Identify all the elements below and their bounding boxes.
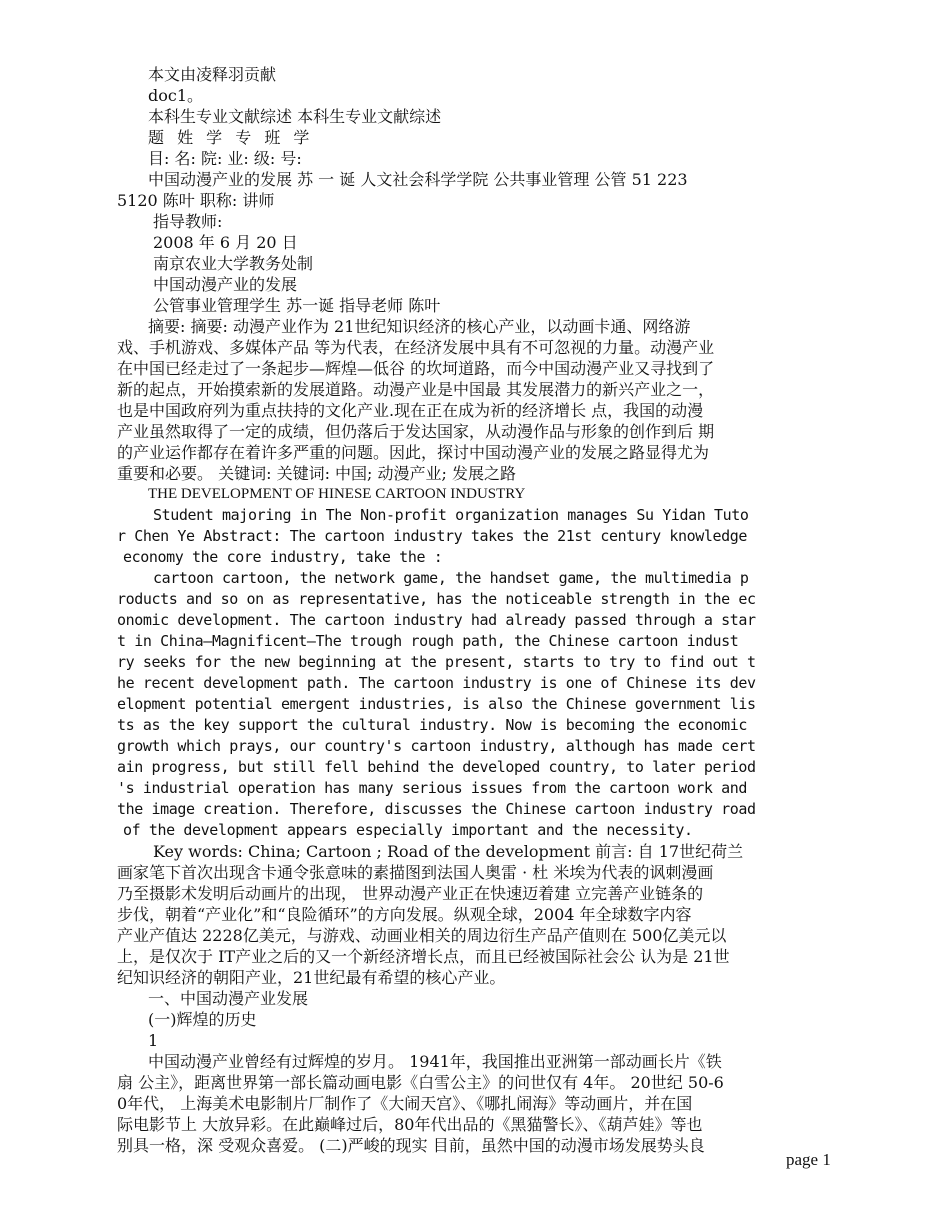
abstract-en-line: economy the core industry, take the :	[123, 548, 443, 566]
abstract-cn-line: 在中国已经走过了一条起步—辉煌—低谷 的坎坷道路，而今中国动漫产业又寻找到了	[117, 359, 715, 378]
preface-line: 上，是仅次于 IT产业之后的又一个新经济增长点，而且已经被国际社会公 认为是 21世	[117, 947, 730, 966]
subsection-heading: (一)辉煌的历史	[148, 1010, 257, 1029]
preface-line: 乃至摄影术发明后动画片的出现， 世界动漫产业正在快速迈着建 立完善产业链条的	[117, 884, 704, 903]
english-body-line: ry seeks for the new beginning at the present, starts to try to find out t	[117, 653, 756, 671]
section-heading: 一、中国动漫产业发展	[148, 989, 309, 1008]
header-line: 目: 名: 院: 业: 级: 号:	[148, 149, 302, 168]
english-body-line: he recent development path. The cartoon industry is one of Chinese its dev	[117, 674, 756, 692]
english-title: THE DEVELOPMENT OF HINESE CARTOON INDUSTRY	[148, 486, 526, 502]
page-number: page 1	[786, 1150, 831, 1169]
english-body-line: the image creation. Therefore, discusses the Chinese cartoon industry road	[117, 800, 756, 818]
header-line: 中国动漫产业的发展 苏 一 诞 人文社会科学学院 公共事业管理 公管 51 223	[148, 170, 688, 189]
english-body-line: ain progress, but still fell behind the developed country, to later period	[117, 758, 756, 776]
english-body-line: growth which prays, our country's cartoon industry, although has made cert	[117, 737, 756, 755]
english-body-line: elopment potential emergent industries, is also the Chinese government lis	[117, 695, 756, 713]
header-line: 本科生专业文献综述 本科生专业文献综述	[148, 107, 442, 126]
abstract-cn-line: 摘要: 摘要: 动漫产业作为 21世纪知识经济的核心产业，以动画卡通、网络游	[148, 317, 691, 336]
english-body-line: ts as the key support the cultural industry. Now is becoming the economic	[117, 716, 748, 734]
header-line: 题 姓 学 专 班 学	[148, 128, 314, 147]
abstract-cn-line: 的产业运作都存在着许多严重的问题。因此，探讨中国动漫产业的发展之路显得尤为	[117, 443, 710, 462]
info-line: 2008 年 6 月 20 日	[153, 233, 298, 252]
preface-line: 步伐，朝着“产业化”和“良险循环”的方向发展。纵观全球，2004 年全球数字内容	[117, 905, 692, 924]
info-line: 指导教师:	[153, 212, 223, 231]
english-intro: Student majoring in The Non-profit organization manages Su Yidan Tuto	[153, 506, 749, 524]
abstract-cn-line: 产业虽然取得了一定的成绩，但仍落后于发达国家，从动漫作品与形象的创作到后 期	[117, 422, 715, 441]
section-number: 1	[148, 1031, 159, 1050]
header-line: doc1。	[148, 86, 204, 105]
english-body-line: onomic development. The cartoon industry had already passed through a star	[117, 611, 756, 629]
history-line: 扇 公主》，距离世界第一部长篇动画电影《白雪公主》的问世仅有 4年。 20世纪 50-6	[117, 1073, 724, 1092]
english-body-line: 's industrial operation has many serious issues from the cartoon work and	[117, 779, 748, 797]
english-body-line: t in China—Magnificent—The trough rough path, the Chinese cartoon indust	[117, 632, 739, 650]
history-line: 际电影节上 大放异彩。在此巅峰过后，80年代出品的《黑猫警长》、《葫芦娃》等也	[117, 1115, 703, 1134]
abstract-cn-line: 戏、手机游戏、多媒体产品 等为代表，在经济发展中具有不可忽视的力量。动漫产业	[117, 338, 715, 357]
english-body-line: roducts and so on as representative, has the noticeable strength in the ec	[117, 590, 756, 608]
history-line: 别具一格，深 受观众喜爱。 (二)严峻的现实 目前，虽然中国的动漫市场发展势头良	[117, 1136, 705, 1155]
info-line: 5120 陈叶 职称: 讲师	[117, 191, 275, 210]
document-body	[117, 64, 813, 1156]
history-line: 0年代， 上海美术电影制片厂制作了《大闹天宫》、《哪扎闹海》等动画片，并在国	[117, 1094, 693, 1113]
info-line: 中国动漫产业的发展	[153, 275, 298, 294]
english-body-line: cartoon cartoon, the network game, the handset game, the multimedia p	[153, 569, 749, 587]
abstract-cn-line: 新的起点，开始摸索新的发展道路。动漫产业是中国最 其发展潜力的新兴产业之一，	[117, 380, 715, 399]
preface-line: 纪知识经济的朝阳产业，21世纪最有希望的核心产业。	[117, 968, 506, 987]
keywords-line: Key words: China; Cartoon ; Road of the development 前言: 自 17世纪荷兰	[153, 842, 744, 861]
info-line: 南京农业大学教务处制	[153, 254, 314, 273]
preface-line: 画家笔下首次出现含卡通令张意味的素描图到法国人奥雷 · 杜 米埃为代表的讽刺漫画	[117, 863, 714, 882]
history-line: 中国动漫产业曾经有过辉煌的岁月。 1941年，我国推出亚洲第一部动画长片《铁	[148, 1052, 722, 1071]
header-line: 本文由凌释羽贡献	[148, 65, 277, 84]
abstract-en-line: r Chen Ye Abstract: The cartoon industry takes the 21st century knowledge	[117, 527, 748, 545]
abstract-cn-line: 重要和必要。 关键词: 关键词: 中国; 动漫产业; 发展之路	[117, 464, 516, 483]
abstract-cn-line: 也是中国政府列为重点扶持的文化产业.现在正在成为祈的经济增长 点，我国的动漫	[117, 401, 704, 420]
info-line: 公管事业管理学生 苏一诞 指导老师 陈叶	[153, 296, 441, 315]
english-body-line: of the development appears especially important and the necessity.	[123, 821, 693, 839]
preface-line: 产业产值达 2228亿美元，与游戏、动画业相关的周边衍生产品产值则在 500亿美元以	[117, 926, 727, 945]
